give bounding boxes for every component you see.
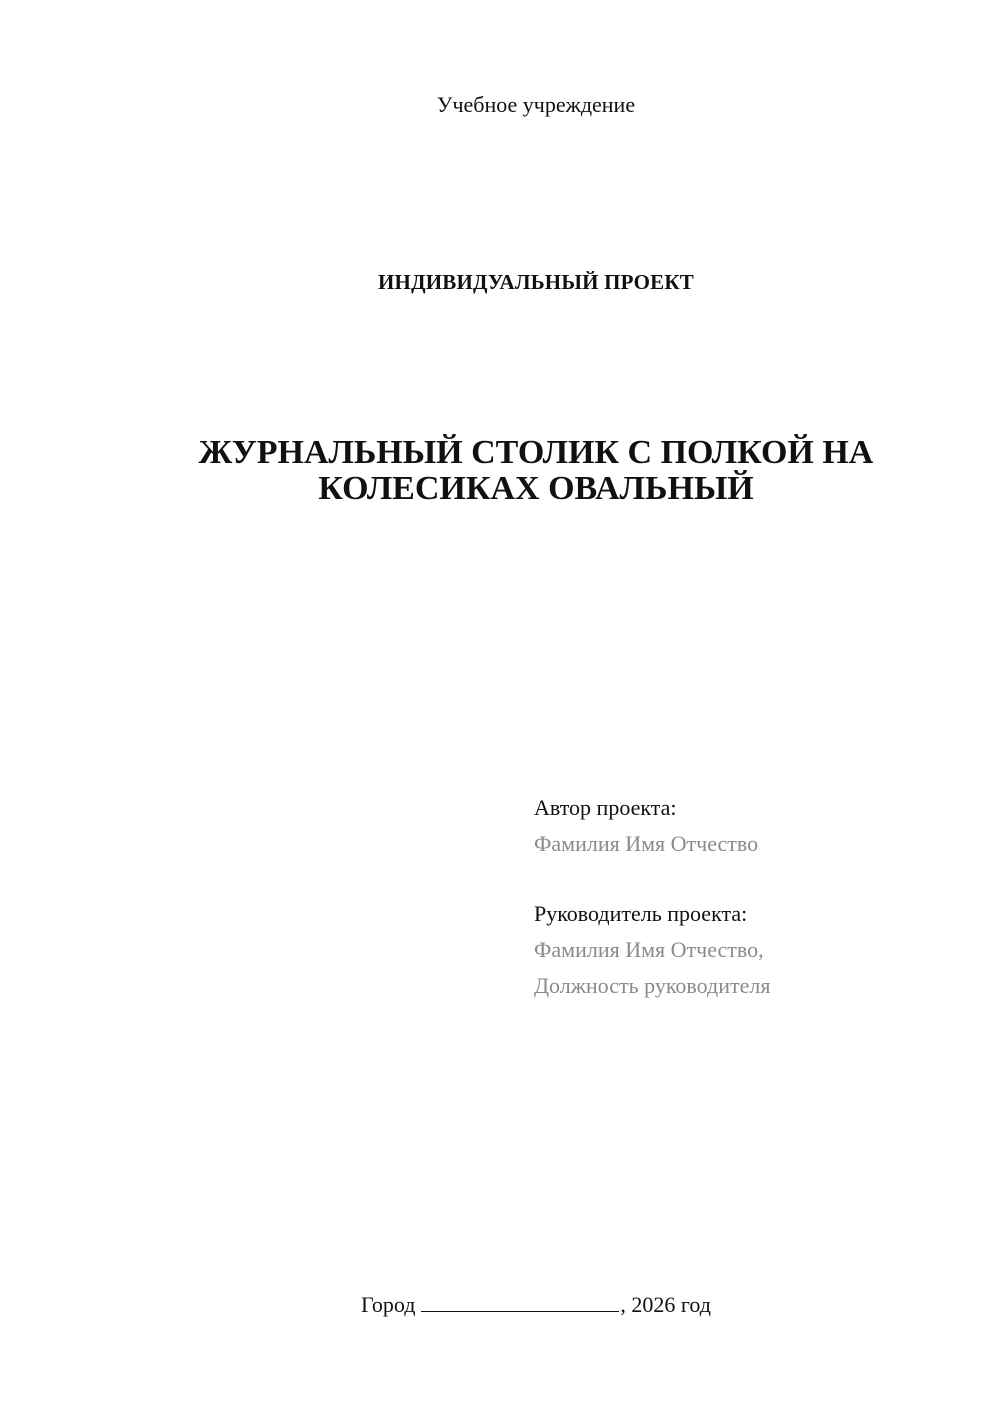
- project-title-line-2: КОЛЕСИКАХ ОВАЛЬНЫЙ: [318, 470, 754, 507]
- info-spacer: [534, 862, 974, 896]
- project-info-block: [534, 790, 974, 1004]
- author-name-placeholder: Фамилия Имя Отчество: [534, 831, 759, 856]
- city-year-footer: [0, 1290, 1000, 1320]
- project-title: [100, 435, 972, 507]
- supervisor-label: Руководитель проекта:: [534, 901, 748, 926]
- supervisor-position-placeholder: Должность руководителя: [534, 973, 771, 998]
- institution-name: Учебное учреждение: [436, 92, 636, 117]
- project-title-line-1: ЖУРНАЛЬНЫЙ СТОЛИК С ПОЛКОЙ НА: [198, 434, 874, 471]
- city-label: Город: [361, 1292, 416, 1317]
- supervisor-name-placeholder: Фамилия Имя Отчество,: [534, 937, 764, 962]
- document-type: ИНДИВИДУАЛЬНЫЙ ПРОЕКТ: [378, 270, 694, 294]
- author-label: Автор проекта:: [534, 795, 677, 820]
- city-blank-line: [421, 1293, 619, 1312]
- year-text: , 2026 год: [620, 1292, 711, 1317]
